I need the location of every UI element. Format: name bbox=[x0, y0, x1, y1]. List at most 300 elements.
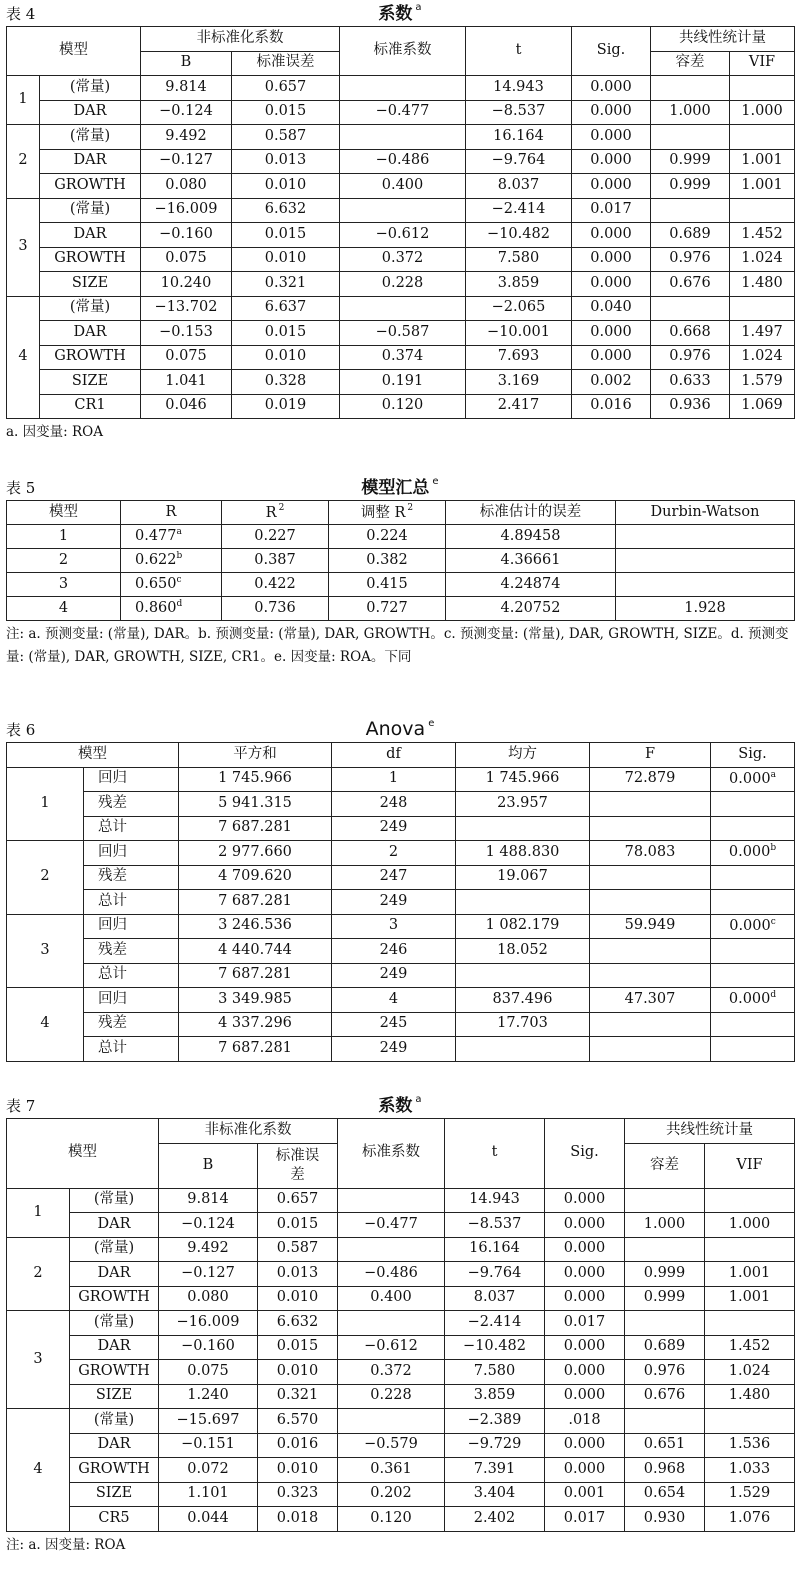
table-row bbox=[7, 76, 795, 101]
row-variable: CR5 bbox=[70, 1507, 159, 1532]
cell-vif bbox=[730, 296, 795, 321]
model-number: 4 bbox=[7, 597, 121, 621]
cell-t: 7.693 bbox=[466, 345, 572, 370]
cell-std-error: 0.323 bbox=[258, 1482, 338, 1507]
cell-sig: 0.000 bbox=[572, 125, 651, 150]
cell-beta: 0.400 bbox=[338, 1286, 445, 1311]
cell-df: 2 bbox=[332, 841, 456, 866]
cell-tolerance bbox=[625, 1237, 705, 1262]
row-type: 回归 bbox=[84, 841, 179, 866]
cell-std-error: 0.013 bbox=[232, 149, 340, 174]
cell-beta bbox=[340, 296, 466, 321]
cell-b: 9.814 bbox=[141, 76, 232, 101]
cell-beta: 0.228 bbox=[340, 272, 466, 297]
cell-tolerance: 0.676 bbox=[651, 272, 730, 297]
row-variable: (常量) bbox=[70, 1188, 159, 1213]
cell-b: −0.153 bbox=[141, 321, 232, 346]
row-variable: GROWTH bbox=[70, 1286, 159, 1311]
cell-r-square: 0.736 bbox=[222, 597, 329, 621]
table-row bbox=[7, 223, 795, 248]
table-row bbox=[7, 1037, 795, 1062]
cell-tolerance: 0.976 bbox=[651, 247, 730, 272]
row-type: 总计 bbox=[84, 963, 179, 988]
cell-beta: 0.120 bbox=[338, 1507, 445, 1532]
table4-note: a. 因变量: ROA bbox=[6, 424, 103, 440]
table6-section bbox=[6, 716, 794, 1062]
model-number: 3 bbox=[7, 1311, 70, 1409]
table5 bbox=[6, 500, 795, 621]
table-row bbox=[7, 1286, 795, 1311]
cell-b: 0.046 bbox=[141, 394, 232, 419]
cell-df: 248 bbox=[332, 792, 456, 817]
table-row bbox=[7, 549, 795, 573]
th-vif: VIF bbox=[730, 51, 795, 76]
cell-vif: 1.001 bbox=[730, 174, 795, 199]
cell-std-error: 0.321 bbox=[258, 1384, 338, 1409]
cell-b: 9.492 bbox=[141, 125, 232, 150]
cell-beta: 0.228 bbox=[338, 1384, 445, 1409]
cell-durbin-watson bbox=[616, 549, 795, 573]
table-row bbox=[7, 939, 795, 964]
cell-f: 72.879 bbox=[590, 767, 711, 792]
cell-sig bbox=[711, 890, 795, 915]
th-model: 模型 bbox=[7, 1119, 159, 1189]
cell-std-error-estimate: 4.20752 bbox=[446, 597, 616, 621]
row-variable: (常量) bbox=[40, 296, 141, 321]
cell-f bbox=[590, 816, 711, 841]
cell-sig: 0.016 bbox=[572, 394, 651, 419]
cell-beta bbox=[340, 76, 466, 101]
row-type: 残差 bbox=[84, 1012, 179, 1037]
cell-f bbox=[590, 792, 711, 817]
cell-sum-of-squares: 2 977.660 bbox=[179, 841, 332, 866]
th-sum-of-squares: 平方和 bbox=[179, 743, 332, 768]
cell-sum-of-squares: 7 687.281 bbox=[179, 1037, 332, 1062]
cell-df: 245 bbox=[332, 1012, 456, 1037]
cell-t: −2.389 bbox=[445, 1409, 545, 1434]
th-unstandardized: 非标准化系数 bbox=[159, 1119, 338, 1144]
cell-vif: 1.024 bbox=[730, 345, 795, 370]
cell-t: 8.037 bbox=[466, 174, 572, 199]
cell-vif: 1.480 bbox=[705, 1384, 795, 1409]
cell-b: 0.072 bbox=[159, 1458, 258, 1483]
cell-sig bbox=[711, 792, 795, 817]
table6-caption bbox=[6, 716, 794, 742]
cell-df: 249 bbox=[332, 963, 456, 988]
cell-adjusted-r-square: 0.224 bbox=[329, 525, 446, 549]
cell-beta bbox=[338, 1188, 445, 1213]
table7-label: 表 7 bbox=[6, 1097, 36, 1115]
cell-t: −9.764 bbox=[466, 149, 572, 174]
cell-sig: 0.000 bbox=[545, 1286, 625, 1311]
row-variable: (常量) bbox=[70, 1237, 159, 1262]
table4-body bbox=[7, 76, 795, 419]
cell-sig: 0.000 bbox=[545, 1213, 625, 1238]
th-model: 模型 bbox=[7, 743, 179, 768]
cell-sig bbox=[711, 1037, 795, 1062]
cell-tolerance: 0.968 bbox=[625, 1458, 705, 1483]
table6-body bbox=[7, 767, 795, 1061]
row-variable: DAR bbox=[40, 149, 141, 174]
model-number: 4 bbox=[7, 296, 40, 419]
model-number: 2 bbox=[7, 1237, 70, 1311]
cell-b: 9.814 bbox=[159, 1188, 258, 1213]
cell-mean-square bbox=[456, 816, 590, 841]
row-variable: DAR bbox=[70, 1335, 159, 1360]
cell-sig: 0.000 bbox=[572, 149, 651, 174]
cell-sig: .018 bbox=[545, 1409, 625, 1434]
cell-vif: 1.579 bbox=[730, 370, 795, 395]
cell-b: 9.492 bbox=[159, 1237, 258, 1262]
table4-label: 表 4 bbox=[6, 5, 36, 23]
row-type: 回归 bbox=[84, 767, 179, 792]
cell-beta: −0.612 bbox=[340, 223, 466, 248]
cell-t: 7.580 bbox=[445, 1360, 545, 1385]
cell-beta: 0.120 bbox=[340, 394, 466, 419]
row-type: 总计 bbox=[84, 890, 179, 915]
row-variable: (常量) bbox=[70, 1409, 159, 1434]
cell-vif bbox=[730, 198, 795, 223]
cell-t: 2.402 bbox=[445, 1507, 545, 1532]
cell-durbin-watson bbox=[616, 573, 795, 597]
table-row bbox=[7, 816, 795, 841]
table-row bbox=[7, 597, 795, 621]
table7-caption bbox=[6, 1092, 794, 1118]
cell-durbin-watson bbox=[616, 525, 795, 549]
th-sig: Sig. bbox=[572, 27, 651, 76]
th-std-error: 标准误差 bbox=[258, 1143, 338, 1188]
cell-sig: 0.000$^d$ bbox=[711, 988, 795, 1013]
table5-section bbox=[6, 474, 794, 669]
cell-sum-of-squares: 7 687.281 bbox=[179, 816, 332, 841]
table-row bbox=[7, 890, 795, 915]
cell-beta: 0.372 bbox=[340, 247, 466, 272]
table-row bbox=[7, 573, 795, 597]
th-df: df bbox=[332, 743, 456, 768]
cell-sig: 0.000 bbox=[545, 1237, 625, 1262]
cell-std-error: 0.016 bbox=[258, 1433, 338, 1458]
th-standardized: 标准系数 bbox=[338, 1119, 445, 1189]
cell-mean-square bbox=[456, 1037, 590, 1062]
table-row bbox=[7, 1433, 795, 1458]
cell-b: −0.124 bbox=[141, 100, 232, 125]
cell-f bbox=[590, 939, 711, 964]
cell-std-error: 6.637 bbox=[232, 296, 340, 321]
table-row bbox=[7, 125, 795, 150]
row-variable: DAR bbox=[70, 1213, 159, 1238]
cell-df: 249 bbox=[332, 816, 456, 841]
cell-f bbox=[590, 1012, 711, 1037]
cell-vif bbox=[730, 125, 795, 150]
cell-b: 10.240 bbox=[141, 272, 232, 297]
cell-beta: −0.612 bbox=[338, 1335, 445, 1360]
table-row bbox=[7, 1482, 795, 1507]
table-row bbox=[7, 1458, 795, 1483]
table-row bbox=[7, 1213, 795, 1238]
th-t: t bbox=[445, 1119, 545, 1189]
cell-sig: 0.000 bbox=[545, 1188, 625, 1213]
cell-sum-of-squares: 4 440.744 bbox=[179, 939, 332, 964]
row-variable: GROWTH bbox=[40, 174, 141, 199]
cell-sig: 0.017 bbox=[545, 1507, 625, 1532]
table6-title: Anova $^e$ bbox=[365, 718, 435, 740]
cell-beta bbox=[340, 198, 466, 223]
table7-body bbox=[7, 1188, 795, 1531]
row-variable: GROWTH bbox=[70, 1458, 159, 1483]
cell-sig: 0.000 bbox=[572, 345, 651, 370]
th-std-error-estimate: 标准估计的误差 bbox=[446, 501, 616, 525]
cell-sig bbox=[711, 865, 795, 890]
model-number: 3 bbox=[7, 914, 84, 988]
cell-b: −16.009 bbox=[141, 198, 232, 223]
cell-b: −16.009 bbox=[159, 1311, 258, 1336]
cell-sig: 0.000 bbox=[545, 1360, 625, 1385]
cell-sig bbox=[711, 939, 795, 964]
cell-vif: 1.480 bbox=[730, 272, 795, 297]
cell-sig: 0.000$^b$ bbox=[711, 841, 795, 866]
table-row bbox=[7, 792, 795, 817]
cell-f: 47.307 bbox=[590, 988, 711, 1013]
cell-f: 78.083 bbox=[590, 841, 711, 866]
th-mean-square: 均方 bbox=[456, 743, 590, 768]
th-collinearity: 共线性统计量 bbox=[625, 1119, 795, 1144]
cell-t: −8.537 bbox=[445, 1213, 545, 1238]
row-variable: GROWTH bbox=[40, 247, 141, 272]
row-variable: DAR bbox=[40, 321, 141, 346]
cell-tolerance: 0.999 bbox=[625, 1262, 705, 1287]
cell-tolerance: 1.000 bbox=[625, 1213, 705, 1238]
cell-beta: 0.361 bbox=[338, 1458, 445, 1483]
table7-title: 系数 $^a$ bbox=[378, 1094, 422, 1116]
cell-vif: 1.076 bbox=[705, 1507, 795, 1532]
cell-t: 7.391 bbox=[445, 1458, 545, 1483]
cell-vif: 1.000 bbox=[730, 100, 795, 125]
cell-f bbox=[590, 865, 711, 890]
cell-tolerance: 0.651 bbox=[625, 1433, 705, 1458]
cell-vif: 1.001 bbox=[705, 1262, 795, 1287]
cell-beta: −0.579 bbox=[338, 1433, 445, 1458]
table-row bbox=[7, 174, 795, 199]
cell-tolerance: 0.999 bbox=[625, 1286, 705, 1311]
cell-tolerance bbox=[651, 125, 730, 150]
cell-beta: 0.372 bbox=[338, 1360, 445, 1385]
cell-sum-of-squares: 4 709.620 bbox=[179, 865, 332, 890]
th-t: t bbox=[466, 27, 572, 76]
cell-std-error: 0.015 bbox=[232, 321, 340, 346]
table-row bbox=[7, 247, 795, 272]
table-row bbox=[7, 272, 795, 297]
th-vif: VIF bbox=[705, 1143, 795, 1188]
cell-b: −0.160 bbox=[159, 1335, 258, 1360]
cell-tolerance: 0.976 bbox=[625, 1360, 705, 1385]
cell-tolerance: 0.999 bbox=[651, 149, 730, 174]
cell-vif bbox=[705, 1409, 795, 1434]
cell-sig: 0.000 bbox=[545, 1262, 625, 1287]
cell-tolerance bbox=[651, 76, 730, 101]
cell-mean-square: 19.067 bbox=[456, 865, 590, 890]
cell-df: 249 bbox=[332, 890, 456, 915]
cell-std-error: 0.587 bbox=[232, 125, 340, 150]
model-number: 2 bbox=[7, 125, 40, 199]
cell-b: 0.075 bbox=[141, 345, 232, 370]
cell-tolerance: 0.930 bbox=[625, 1507, 705, 1532]
row-type: 回归 bbox=[84, 988, 179, 1013]
cell-std-error: 0.015 bbox=[232, 223, 340, 248]
model-number: 4 bbox=[7, 988, 84, 1062]
th-b: B bbox=[159, 1143, 258, 1188]
table-row bbox=[7, 1012, 795, 1037]
cell-t: 16.164 bbox=[466, 125, 572, 150]
cell-vif bbox=[705, 1311, 795, 1336]
cell-beta bbox=[338, 1237, 445, 1262]
table-row bbox=[7, 914, 795, 939]
cell-r-square: 0.227 bbox=[222, 525, 329, 549]
cell-tolerance: 0.976 bbox=[651, 345, 730, 370]
cell-sum-of-squares: 4 337.296 bbox=[179, 1012, 332, 1037]
cell-sig bbox=[711, 963, 795, 988]
cell-tolerance bbox=[651, 296, 730, 321]
cell-df: 249 bbox=[332, 1037, 456, 1062]
table-row bbox=[7, 149, 795, 174]
cell-tolerance: 0.689 bbox=[625, 1335, 705, 1360]
model-number: 3 bbox=[7, 198, 40, 296]
cell-df: 4 bbox=[332, 988, 456, 1013]
th-f: F bbox=[590, 743, 711, 768]
cell-sig: 0.000 bbox=[572, 174, 651, 199]
cell-sum-of-squares: 3 246.536 bbox=[179, 914, 332, 939]
cell-mean-square: 18.052 bbox=[456, 939, 590, 964]
cell-vif: 1.024 bbox=[705, 1360, 795, 1385]
cell-beta bbox=[340, 125, 466, 150]
th-collinearity: 共线性统计量 bbox=[651, 27, 795, 52]
cell-t: −9.729 bbox=[445, 1433, 545, 1458]
cell-vif: 1.001 bbox=[730, 149, 795, 174]
table-row bbox=[7, 1311, 795, 1336]
cell-df: 1 bbox=[332, 767, 456, 792]
cell-std-error: 0.010 bbox=[232, 174, 340, 199]
row-variable: CR1 bbox=[40, 394, 141, 419]
table7-section bbox=[6, 1092, 794, 1557]
table-row bbox=[7, 198, 795, 223]
cell-std-error-estimate: 4.24874 bbox=[446, 573, 616, 597]
row-type: 残差 bbox=[84, 939, 179, 964]
cell-vif bbox=[730, 76, 795, 101]
model-number: 1 bbox=[7, 1188, 70, 1237]
cell-std-error: 0.010 bbox=[232, 345, 340, 370]
cell-beta bbox=[338, 1311, 445, 1336]
row-type: 总计 bbox=[84, 816, 179, 841]
cell-sig: 0.000 bbox=[572, 321, 651, 346]
th-durbin-watson: Durbin-Watson bbox=[616, 501, 795, 525]
cell-t: 14.943 bbox=[445, 1188, 545, 1213]
table4-title: 系数 $^a$ bbox=[378, 2, 422, 24]
cell-std-error: 0.010 bbox=[258, 1458, 338, 1483]
cell-sum-of-squares: 5 941.315 bbox=[179, 792, 332, 817]
cell-b: −13.702 bbox=[141, 296, 232, 321]
row-variable: SIZE bbox=[40, 272, 141, 297]
cell-r-square: 0.387 bbox=[222, 549, 329, 573]
cell-vif: 1.001 bbox=[705, 1286, 795, 1311]
row-variable: (常量) bbox=[40, 198, 141, 223]
cell-beta: 0.191 bbox=[340, 370, 466, 395]
cell-t: −2.065 bbox=[466, 296, 572, 321]
cell-mean-square bbox=[456, 890, 590, 915]
cell-t: −8.537 bbox=[466, 100, 572, 125]
table-row bbox=[7, 767, 795, 792]
table4 bbox=[6, 26, 795, 419]
cell-f bbox=[590, 963, 711, 988]
row-type: 残差 bbox=[84, 865, 179, 890]
cell-std-error: 0.018 bbox=[258, 1507, 338, 1532]
cell-std-error: 0.013 bbox=[258, 1262, 338, 1287]
model-number: 1 bbox=[7, 767, 84, 841]
cell-t: 16.164 bbox=[445, 1237, 545, 1262]
cell-sum-of-squares: 7 687.281 bbox=[179, 890, 332, 915]
cell-b: 0.080 bbox=[159, 1286, 258, 1311]
cell-sig: 0.000 bbox=[545, 1384, 625, 1409]
cell-std-error-estimate: 4.89458 bbox=[446, 525, 616, 549]
cell-std-error: 0.657 bbox=[232, 76, 340, 101]
cell-mean-square: 17.703 bbox=[456, 1012, 590, 1037]
cell-tolerance bbox=[625, 1409, 705, 1434]
cell-std-error: 0.010 bbox=[232, 247, 340, 272]
table5-note: 注: a. 预测变量: (常量), DAR。b. 预测变量: (常量), DAR, GROWTH。c. 预测变量: (常量), DAR, GROWTH, SIZE。d. 预测变量: (常量), DAR, GROWTH, SIZE, CR1。e. 因变量: ROA。下同 bbox=[6, 626, 789, 665]
cell-sig: 0.000 bbox=[572, 100, 651, 125]
cell-tolerance bbox=[625, 1188, 705, 1213]
cell-b: −0.127 bbox=[159, 1262, 258, 1287]
th-standardized: 标准系数 bbox=[340, 27, 466, 76]
cell-tolerance: 1.000 bbox=[651, 100, 730, 125]
cell-r: 0.650$^c$ bbox=[121, 573, 222, 597]
cell-vif: 1.529 bbox=[705, 1482, 795, 1507]
cell-vif: 1.024 bbox=[730, 247, 795, 272]
table-row bbox=[7, 1237, 795, 1262]
cell-sig: 0.017 bbox=[572, 198, 651, 223]
cell-b: −0.124 bbox=[159, 1213, 258, 1238]
cell-b: 1.041 bbox=[141, 370, 232, 395]
row-type: 总计 bbox=[84, 1037, 179, 1062]
cell-tolerance: 0.668 bbox=[651, 321, 730, 346]
cell-r: 0.477$^a$ bbox=[121, 525, 222, 549]
cell-f: 59.949 bbox=[590, 914, 711, 939]
cell-df: 3 bbox=[332, 914, 456, 939]
th-sig: Sig. bbox=[711, 743, 795, 768]
cell-tolerance: 0.689 bbox=[651, 223, 730, 248]
cell-std-error: 6.570 bbox=[258, 1409, 338, 1434]
cell-t: 7.580 bbox=[466, 247, 572, 272]
cell-sig: 0.000 bbox=[545, 1433, 625, 1458]
cell-df: 246 bbox=[332, 939, 456, 964]
th-sig: Sig. bbox=[545, 1119, 625, 1189]
row-variable: GROWTH bbox=[70, 1360, 159, 1385]
cell-vif: 1.452 bbox=[705, 1335, 795, 1360]
cell-vif: 1.452 bbox=[730, 223, 795, 248]
table-row bbox=[7, 988, 795, 1013]
cell-vif: 1.000 bbox=[705, 1213, 795, 1238]
cell-t: 2.417 bbox=[466, 394, 572, 419]
cell-sig: 0.001 bbox=[545, 1482, 625, 1507]
cell-tolerance bbox=[651, 198, 730, 223]
cell-r: 0.860$^d$ bbox=[121, 597, 222, 621]
cell-b: 1.240 bbox=[159, 1384, 258, 1409]
cell-sig: 0.000 bbox=[572, 76, 651, 101]
cell-vif: 1.033 bbox=[705, 1458, 795, 1483]
cell-t: 3.169 bbox=[466, 370, 572, 395]
model-number: 1 bbox=[7, 525, 121, 549]
cell-std-error: 0.587 bbox=[258, 1237, 338, 1262]
cell-std-error: 0.010 bbox=[258, 1360, 338, 1385]
cell-f bbox=[590, 1037, 711, 1062]
